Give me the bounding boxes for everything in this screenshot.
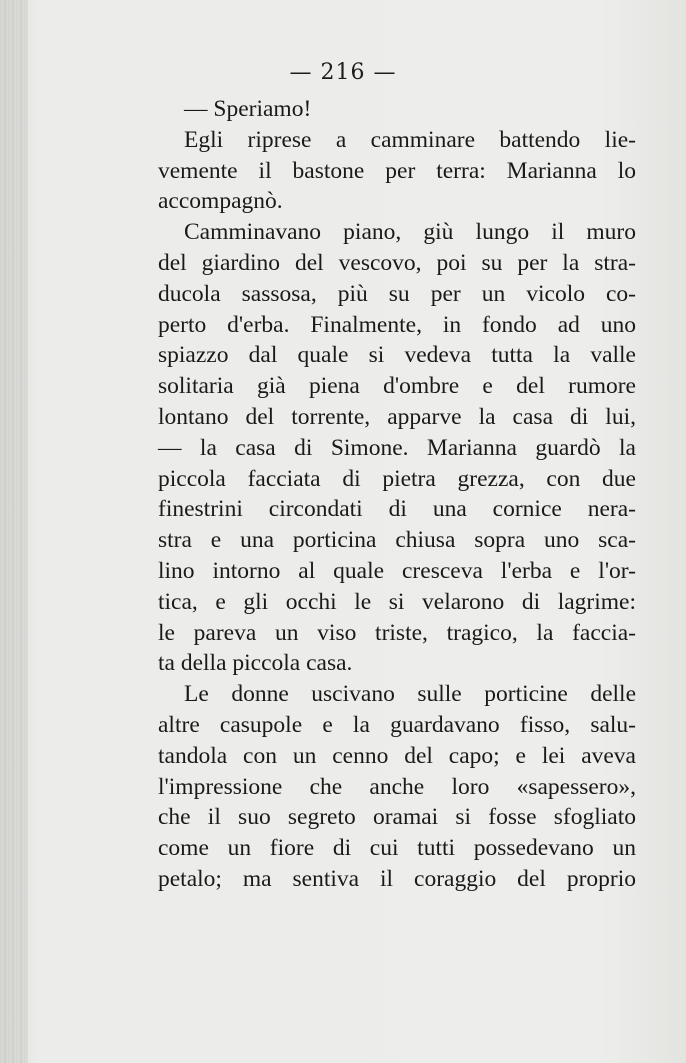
text-line: spiazzo dal quale si vedeva tutta la valle	[158, 342, 636, 369]
text-line: come un fiore di cui tutti possedevano un	[158, 835, 636, 862]
text-line: che il suo segreto oramai si fosse sfogliato	[158, 804, 636, 831]
text-line: — la casa di Simone. Marianna guardò la	[158, 434, 636, 461]
page-number: — 216 —	[289, 60, 397, 85]
text-line: del giardino del vescovo, poi su per la stra-	[158, 249, 636, 276]
text-line: finestrini circondati di una cornice nera-	[158, 496, 636, 523]
text-line: lontano del torrente, apparve la casa di lui,	[158, 403, 636, 430]
text-line: — Speriamo!	[184, 96, 312, 122]
text-line: Camminavano piano, giù lungo il muro	[184, 219, 636, 246]
text-line: piccola facciata di pietra grezza, con due	[158, 465, 636, 492]
text-line: solitaria già piena d'ombre e del rumore	[158, 373, 636, 400]
text-line: vemente il bastone per terra: Marianna lo	[158, 157, 636, 184]
text-line: le pareva un viso triste, tragico, la faccia-	[158, 619, 636, 646]
text-line: lino intorno al quale cresceva l'erba e l'or-	[158, 557, 636, 584]
text-line: tandola con un cenno del capo; e lei aveva	[158, 742, 636, 769]
text-line: l'impressione che anche loro «sapessero»,	[158, 773, 636, 800]
text-line: accompagnò.	[158, 188, 283, 215]
text-line: ducola sassosa, più su per un vicolo co-	[158, 280, 636, 307]
text-line: Le donne uscivano sulle porticine delle	[184, 681, 636, 708]
text-line: ta della piccola casa.	[158, 650, 353, 677]
text-line: stra e una porticina chiusa sopra uno sca-	[158, 527, 636, 554]
body-text	[158, 94, 636, 895]
text-line: perto d'erba. Finalmente, in fondo ad uno	[158, 311, 636, 338]
text-line: tica, e gli occhi le si velarono di lagrime:	[158, 588, 636, 615]
text-line: petalo; ma sentiva il coraggio del proprio	[158, 865, 636, 892]
text-line: Egli riprese a camminare battendo lie-	[184, 126, 636, 153]
text-line: altre casupole e la guardavano fisso, salu-	[158, 711, 636, 738]
page-binding-edge	[0, 0, 28, 1063]
